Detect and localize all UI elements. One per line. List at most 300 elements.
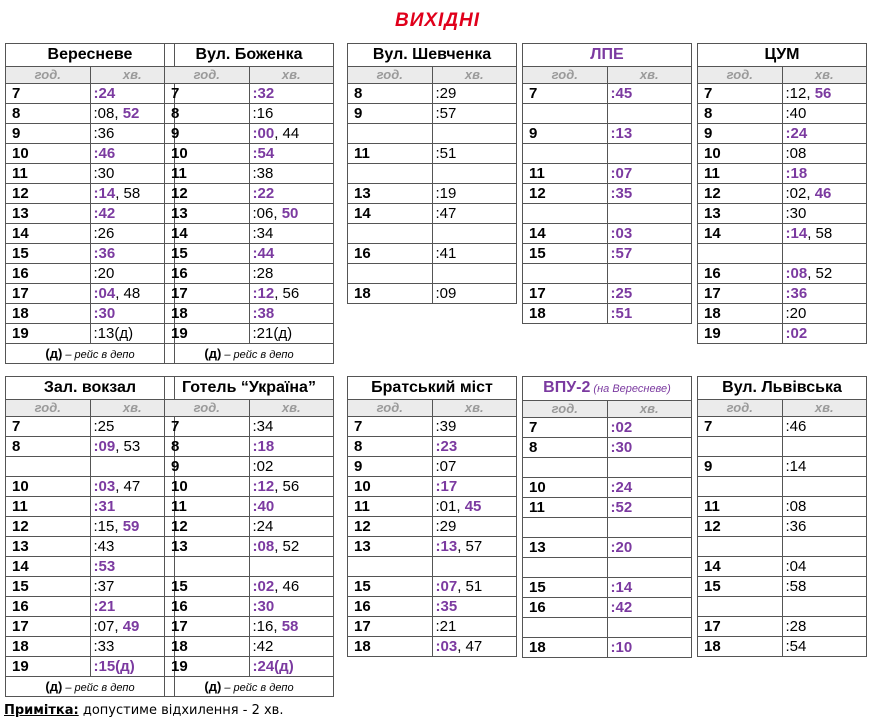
- minute-value: :12: [252, 285, 275, 302]
- minutes-cell: [90, 124, 175, 144]
- minute-value: :19: [435, 185, 457, 202]
- hour-cell: 16: [523, 598, 608, 618]
- table-row: [523, 104, 692, 124]
- minutes-cell: [607, 578, 692, 598]
- minutes-cell: [782, 184, 867, 204]
- minutes-cell: [249, 124, 334, 144]
- stop-name-row: [165, 44, 334, 67]
- hour-cell: 17: [698, 617, 783, 637]
- table-row: [6, 537, 175, 557]
- minutes-cell: [90, 477, 175, 497]
- minutes-header: хв.: [249, 67, 334, 84]
- minutes-cell: [432, 637, 517, 657]
- minute-value: :40: [252, 498, 275, 515]
- hour-cell: 12: [165, 517, 250, 537]
- minute-value: :12: [252, 478, 275, 495]
- table-row: [165, 104, 334, 124]
- minutes-cell: [607, 538, 692, 558]
- hour-cell: 14: [348, 204, 433, 224]
- table-row: [165, 304, 334, 324]
- minutes-cell: [432, 517, 517, 537]
- stop-name-text: Вересневе: [47, 46, 133, 63]
- hour-cell: 17: [6, 284, 91, 304]
- hour-cell: 9: [165, 457, 250, 477]
- minute-value: 52: [122, 105, 140, 122]
- hour-cell: 10: [165, 477, 250, 497]
- hour-cell: 16: [6, 264, 91, 284]
- minutes-cell: [90, 164, 175, 184]
- minutes-cell: [607, 204, 692, 224]
- stop-name-row: [348, 377, 517, 400]
- hour-cell: 12: [698, 517, 783, 537]
- minutes-cell: [90, 244, 175, 264]
- depot-mark: (д): [204, 679, 222, 694]
- hour-cell: 19: [165, 324, 250, 344]
- minutes-header: хв.: [607, 67, 692, 84]
- hour-cell: 13: [348, 537, 433, 557]
- hour-cell: 18: [165, 304, 250, 324]
- minutes-cell: [249, 497, 334, 517]
- minutes-cell: [432, 124, 517, 144]
- minute-value: :51: [435, 145, 457, 162]
- table-row: [523, 304, 692, 324]
- hour-cell: 18: [165, 637, 250, 657]
- minutes-cell: [607, 284, 692, 304]
- hour-cell: [523, 458, 608, 478]
- minute-value: :20: [610, 539, 633, 556]
- minutes-cell: [607, 124, 692, 144]
- table-row: [523, 224, 692, 244]
- table-row: [165, 557, 334, 577]
- minute-value: :51: [610, 305, 633, 322]
- table-row: [6, 144, 175, 164]
- minutes-cell: [782, 557, 867, 577]
- stop-name-text: Братський міст: [371, 379, 493, 396]
- hour-cell: 19: [165, 657, 250, 677]
- hour-cell: 9: [698, 457, 783, 477]
- hour-cell: [698, 537, 783, 557]
- table-row: [348, 417, 517, 437]
- minute-value: :24: [610, 479, 633, 496]
- table-row: [165, 324, 334, 344]
- minutes-cell: [782, 477, 867, 497]
- minute-value: :02: [252, 458, 274, 475]
- header-row: [6, 400, 175, 417]
- minutes-cell: [249, 617, 334, 637]
- header-row: [348, 400, 517, 417]
- table-row: [6, 184, 175, 204]
- minute-value: :34: [252, 418, 274, 435]
- minutes-cell: [249, 204, 334, 224]
- minute-value: :08: [785, 145, 807, 162]
- minutes-cell: [782, 104, 867, 124]
- table-row: [698, 244, 867, 264]
- minutes-cell: [90, 577, 175, 597]
- minute-value: :09: [435, 285, 457, 302]
- minute-value: :42: [610, 599, 633, 616]
- header-row: [698, 67, 867, 84]
- table-row: [698, 184, 867, 204]
- table-row: [348, 264, 517, 284]
- stop-name-row: [698, 377, 867, 400]
- hour-cell: 18: [348, 637, 433, 657]
- hour-cell: 13: [6, 204, 91, 224]
- minute-value: 46: [814, 185, 832, 202]
- hour-cell: 9: [523, 124, 608, 144]
- minutes-cell: [90, 204, 175, 224]
- hour-cell: 11: [698, 164, 783, 184]
- minutes-cell: [432, 284, 517, 304]
- table-row: [165, 637, 334, 657]
- hour-cell: 11: [348, 144, 433, 164]
- table-row: [698, 204, 867, 224]
- stop-timetable: [522, 376, 692, 658]
- timetable-table: [5, 376, 175, 677]
- table-row: [6, 557, 175, 577]
- hour-cell: [523, 558, 608, 578]
- minute-value: :41: [435, 245, 457, 262]
- minute-value: 59: [122, 518, 140, 535]
- table-row: [523, 518, 692, 538]
- minutes-cell: [90, 457, 175, 477]
- minute-value: :26: [93, 225, 115, 242]
- minute-value: :38: [252, 165, 274, 182]
- minutes-header: хв.: [432, 400, 517, 417]
- table-row: [165, 517, 334, 537]
- hour-cell: 8: [523, 438, 608, 458]
- minutes-cell: [432, 204, 517, 224]
- minutes-cell: [249, 164, 334, 184]
- minutes-cell: [432, 144, 517, 164]
- table-row: [523, 598, 692, 618]
- table-row: [348, 537, 517, 557]
- hour-cell: 12: [348, 517, 433, 537]
- minutes-cell: [782, 324, 867, 344]
- stop-name-row: [523, 44, 692, 67]
- hour-cell: [523, 144, 608, 164]
- table-row: [698, 637, 867, 657]
- hour-cell: 11: [165, 497, 250, 517]
- hour-cell: 15: [523, 244, 608, 264]
- hour-cell: [698, 437, 783, 457]
- depot-note: [164, 677, 334, 697]
- minute-value: :35: [435, 598, 458, 615]
- table-row: [698, 557, 867, 577]
- hour-cell: 7: [523, 418, 608, 438]
- minutes-cell: [782, 244, 867, 264]
- minute-value: :57: [435, 105, 457, 122]
- minute-value: :32: [252, 85, 275, 102]
- minute-value: :34: [252, 225, 274, 242]
- minutes-cell: [607, 84, 692, 104]
- table-row: [165, 457, 334, 477]
- table-row: [6, 124, 175, 144]
- stop-name-row: [523, 377, 692, 401]
- table-row: [348, 244, 517, 264]
- table-row: [348, 104, 517, 124]
- minutes-cell: [782, 164, 867, 184]
- table-row: [698, 264, 867, 284]
- minute-value: :35: [610, 185, 633, 202]
- minute-value: :31: [93, 498, 116, 515]
- minutes-cell: [249, 84, 334, 104]
- hour-cell: 9: [348, 457, 433, 477]
- hour-cell: [523, 518, 608, 538]
- table-row: [348, 224, 517, 244]
- minutes-cell: [432, 617, 517, 637]
- hour-cell: 11: [698, 497, 783, 517]
- minute-value: :54: [785, 638, 807, 655]
- minutes-cell: [432, 497, 517, 517]
- hour-cell: 18: [348, 284, 433, 304]
- hour-cell: 10: [6, 477, 91, 497]
- hour-cell: 8: [165, 104, 250, 124]
- stop-name: [165, 377, 334, 400]
- depot-mark: (д): [45, 346, 63, 361]
- stop-name: [523, 377, 692, 401]
- minutes-cell: [607, 104, 692, 124]
- table-row: [523, 538, 692, 558]
- minute-value: :53: [93, 558, 116, 575]
- stop-timetable: [5, 376, 175, 697]
- table-row: [6, 457, 175, 477]
- minute-value: :36: [785, 285, 808, 302]
- table-row: [348, 457, 517, 477]
- minutes-cell: [607, 478, 692, 498]
- table-row: [698, 417, 867, 437]
- minutes-cell: [607, 558, 692, 578]
- minutes-cell: [432, 84, 517, 104]
- minute-value: :40: [785, 105, 807, 122]
- hour-cell: 13: [165, 537, 250, 557]
- hour-cell: 16: [165, 264, 250, 284]
- minute-value: :57: [610, 245, 633, 262]
- table-row: [348, 164, 517, 184]
- table-row: [348, 497, 517, 517]
- minutes-cell: [607, 184, 692, 204]
- hour-cell: 17: [165, 284, 250, 304]
- hours-header: год.: [523, 401, 608, 418]
- hour-cell: [348, 124, 433, 144]
- hour-cell: 17: [165, 617, 250, 637]
- minutes-cell: [249, 457, 334, 477]
- hour-cell: 17: [523, 284, 608, 304]
- table-row: [698, 304, 867, 324]
- minute-value: :18: [785, 165, 808, 182]
- minute-value: :30: [252, 598, 275, 615]
- table-row: [523, 478, 692, 498]
- table-row: [698, 84, 867, 104]
- minutes-cell: [90, 537, 175, 557]
- hour-cell: 13: [165, 204, 250, 224]
- minute-value: :30: [93, 305, 116, 322]
- minutes-cell: [782, 417, 867, 437]
- minutes-cell: [782, 517, 867, 537]
- minute-value: :02: [785, 325, 808, 342]
- table-row: [523, 438, 692, 458]
- minute-value: :20: [785, 305, 807, 322]
- minutes-cell: [90, 304, 175, 324]
- header-row: [523, 401, 692, 418]
- table-row: [348, 477, 517, 497]
- minute-value: :14: [785, 225, 808, 242]
- minutes-cell: [90, 637, 175, 657]
- minute-value: :12,: [785, 85, 815, 102]
- minutes-cell: [607, 164, 692, 184]
- table-row: [348, 437, 517, 457]
- hour-cell: 13: [6, 537, 91, 557]
- minutes-cell: [249, 477, 334, 497]
- hour-cell: 7: [523, 84, 608, 104]
- table-row: [165, 264, 334, 284]
- minutes-cell: [249, 224, 334, 244]
- table-row: [165, 184, 334, 204]
- minute-value: 45: [464, 498, 482, 515]
- minutes-cell: [782, 457, 867, 477]
- minute-value: :30: [785, 205, 807, 222]
- minute-value: :15,: [93, 518, 123, 535]
- minutes-cell: [607, 638, 692, 658]
- table-row: [6, 164, 175, 184]
- depot-mark: (д): [204, 346, 222, 361]
- table-row: [698, 517, 867, 537]
- timetable-table: [522, 376, 692, 658]
- hour-cell: 8: [6, 104, 91, 124]
- hour-cell: [523, 104, 608, 124]
- stop-name-text: ВПУ-2: [543, 379, 591, 396]
- table-row: [165, 224, 334, 244]
- table-row: [523, 204, 692, 224]
- minutes-cell: [782, 124, 867, 144]
- stop-name: [348, 377, 517, 400]
- hour-cell: 19: [6, 324, 91, 344]
- minute-value: :02: [252, 578, 275, 595]
- stop-name: [6, 377, 175, 400]
- minute-value: , 53: [115, 438, 141, 455]
- minutes-cell: [432, 184, 517, 204]
- hours-header: год.: [165, 67, 250, 84]
- minute-value: :15(д): [93, 658, 135, 675]
- timetable-table: [347, 376, 517, 657]
- minutes-cell: [607, 418, 692, 438]
- minutes-cell: [432, 597, 517, 617]
- table-row: [698, 577, 867, 597]
- table-row: [698, 457, 867, 477]
- hour-cell: 8: [698, 104, 783, 124]
- hour-cell: 8: [6, 437, 91, 457]
- hour-cell: 15: [523, 578, 608, 598]
- minute-value: , 44: [274, 125, 300, 142]
- minute-value: :16,: [252, 618, 282, 635]
- minutes-cell: [90, 437, 175, 457]
- minute-value: :24: [252, 518, 274, 535]
- hour-cell: 15: [698, 577, 783, 597]
- minute-value: :02: [610, 419, 633, 436]
- minutes-cell: [249, 417, 334, 437]
- table-row: [698, 284, 867, 304]
- minutes-cell: [90, 557, 175, 577]
- table-row: [6, 517, 175, 537]
- header-row: [6, 67, 175, 84]
- hour-cell: [523, 264, 608, 284]
- table-row: [348, 577, 517, 597]
- table-row: [6, 204, 175, 224]
- depot-note-text: – рейс в депо: [62, 349, 135, 361]
- minutes-cell: [90, 184, 175, 204]
- hour-cell: 12: [6, 184, 91, 204]
- hour-cell: [165, 557, 250, 577]
- stop-timetable: [164, 376, 334, 697]
- minutes-cell: [90, 104, 175, 124]
- minutes-cell: [90, 657, 175, 677]
- hour-cell: [698, 477, 783, 497]
- minute-value: , 58: [807, 225, 833, 242]
- stop-name-text: Вул. Боженка: [195, 46, 303, 63]
- hour-cell: 14: [165, 224, 250, 244]
- minutes-cell: [90, 617, 175, 637]
- minutes-cell: [607, 264, 692, 284]
- minute-value: :33: [93, 638, 115, 655]
- hour-cell: 7: [165, 84, 250, 104]
- hour-cell: 11: [6, 164, 91, 184]
- table-row: [165, 617, 334, 637]
- minutes-cell: [607, 498, 692, 518]
- minutes-cell: [432, 244, 517, 264]
- hour-cell: 10: [6, 144, 91, 164]
- minute-value: :03: [610, 225, 633, 242]
- minutes-cell: [607, 438, 692, 458]
- hours-header: год.: [165, 400, 250, 417]
- hour-cell: 7: [698, 417, 783, 437]
- depot-note: [5, 677, 175, 697]
- minute-value: :07: [435, 578, 458, 595]
- stop-name-row: [6, 44, 175, 67]
- hour-cell: 19: [6, 657, 91, 677]
- minute-value: :08: [785, 265, 808, 282]
- page-title: ВИХІДНІ: [394, 10, 481, 31]
- table-row: [165, 417, 334, 437]
- hour-cell: 18: [698, 637, 783, 657]
- table-row: [348, 517, 517, 537]
- hours-header: год.: [698, 400, 783, 417]
- table-row: [698, 144, 867, 164]
- stop-name-text: Вул. Львівська: [722, 379, 842, 396]
- hour-cell: 16: [348, 597, 433, 617]
- hour-cell: [698, 597, 783, 617]
- hour-cell: 14: [698, 557, 783, 577]
- table-row: [6, 577, 175, 597]
- table-row: [523, 418, 692, 438]
- minute-value: :04: [93, 285, 116, 302]
- hour-cell: 14: [523, 224, 608, 244]
- minute-value: :36: [93, 125, 115, 142]
- table-row: [698, 164, 867, 184]
- hours-header: год.: [6, 67, 91, 84]
- stop-name-text: ЛПЕ: [590, 46, 624, 63]
- table-row: [523, 84, 692, 104]
- minutes-header: хв.: [249, 400, 334, 417]
- minute-value: :21(д): [252, 325, 293, 342]
- hour-cell: 14: [6, 557, 91, 577]
- minutes-cell: [90, 324, 175, 344]
- minute-value: :45: [610, 85, 633, 102]
- minutes-cell: [249, 637, 334, 657]
- minutes-cell: [90, 284, 175, 304]
- hour-cell: 16: [165, 597, 250, 617]
- table-row: [523, 284, 692, 304]
- minutes-header: хв.: [782, 67, 867, 84]
- stop-timetable: [522, 43, 692, 324]
